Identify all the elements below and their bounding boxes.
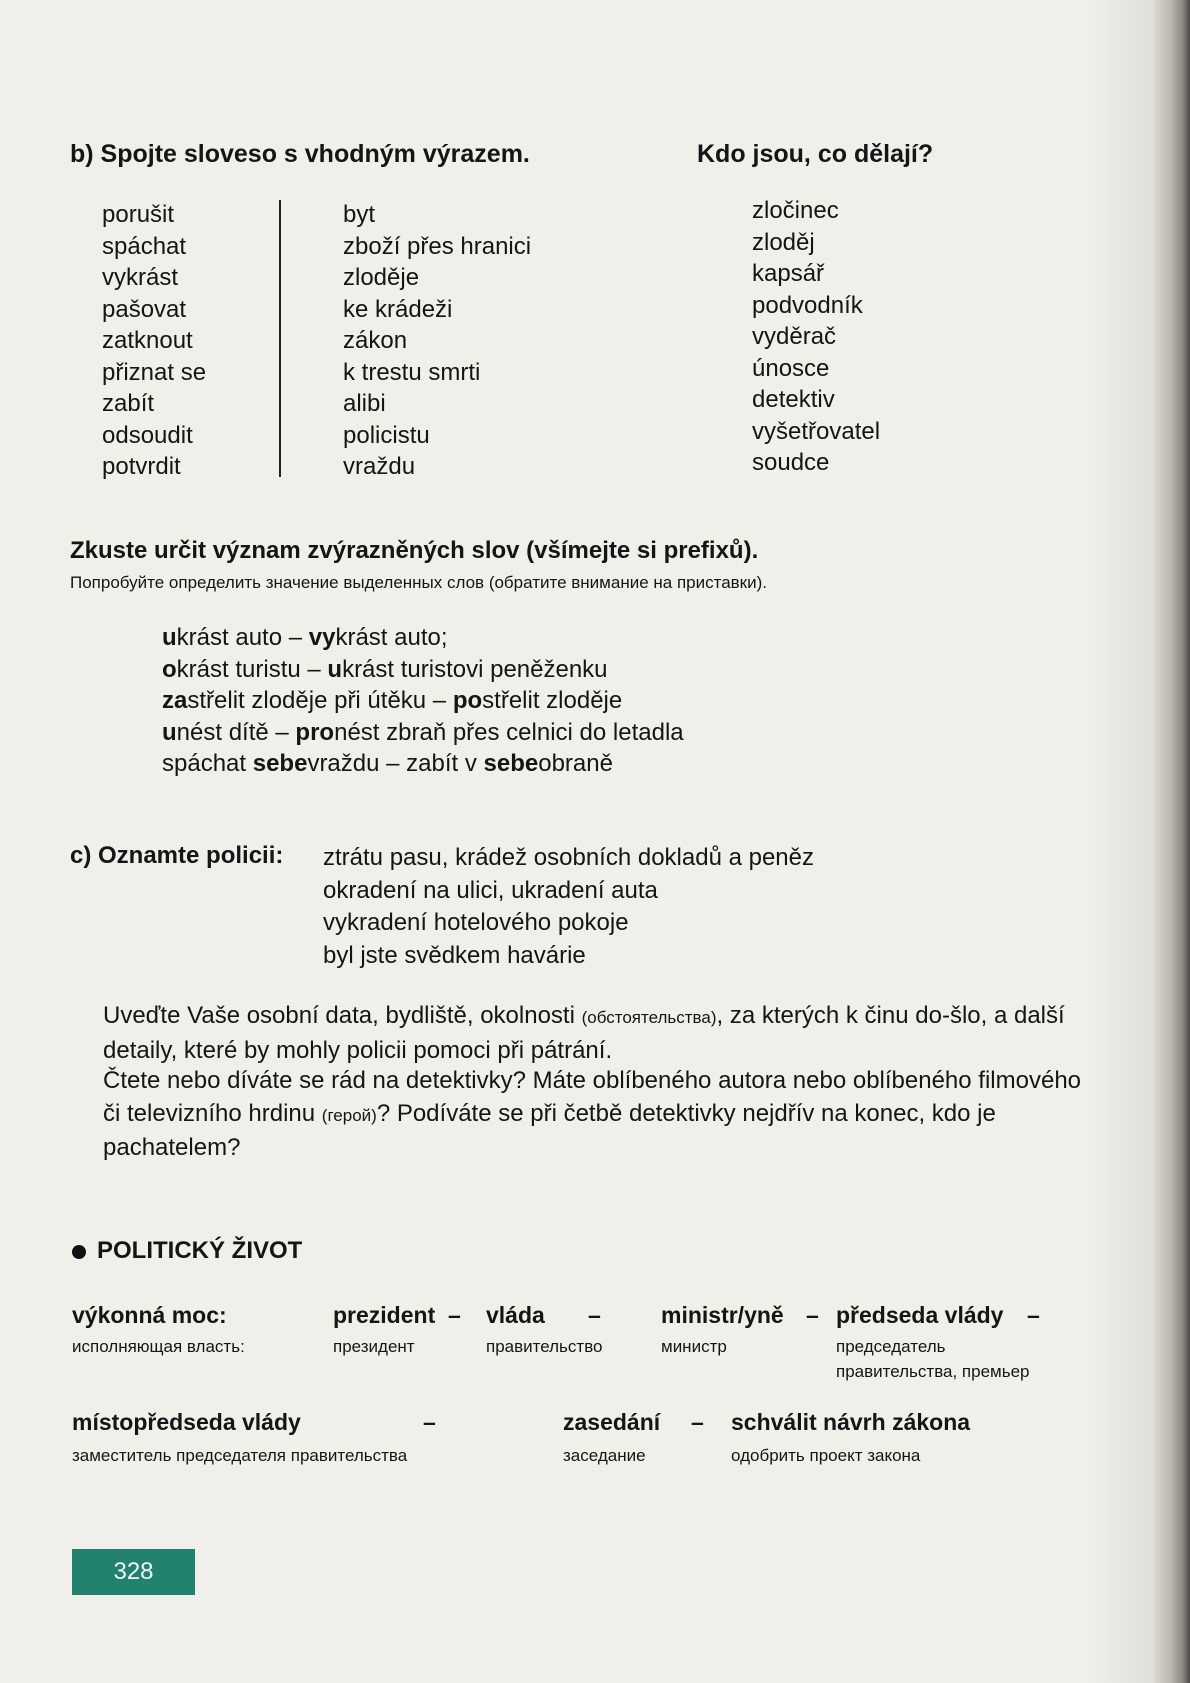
dash: – <box>806 1302 819 1328</box>
dash: – <box>448 1302 461 1328</box>
example-text: krást turistu – <box>176 655 328 683</box>
object-item: vraždu <box>343 453 416 480</box>
report-item: ztrátu pasu, krádež osobních dokladů a peněz <box>323 844 814 871</box>
highlighted-prefix: za <box>162 687 188 714</box>
report-item: okradení na ulici, ukradení auta <box>323 876 658 904</box>
prefix-example-line <box>162 685 684 717</box>
person-item: podvodník <box>752 291 863 319</box>
verb-item: zabít <box>102 390 155 417</box>
term-zasedani-ru: заседание <box>563 1446 646 1465</box>
section-b-heading: b) Spojte sloveso s vhodným výrazem. <box>70 140 530 168</box>
term-ministr: ministr/yně <box>661 1302 784 1328</box>
example-text: střelit zloděje při útěku – <box>187 687 453 714</box>
highlighted-prefix: o <box>162 655 177 683</box>
person-item: zloděj <box>752 228 815 256</box>
person-item: soudce <box>752 449 830 476</box>
example-text: spáchat <box>162 750 253 777</box>
example-text: krást auto; <box>335 624 448 651</box>
dash: – <box>423 1409 436 1435</box>
report-items <box>323 842 814 972</box>
term-prezident-ru: президент <box>333 1337 415 1356</box>
paragraph-detective: Čtete nebo díváte se rád na detektivky? Máte oblíbeného autora nebo oblíbeného filmového či televizního hrdinu (герой)? Podíváte se při četbě detektivky nejdřív na konec, kdo je pachatelem? <box>103 1067 1082 1161</box>
person-item: detektiv <box>752 386 835 413</box>
section-c-label: c) Oznamte policii: <box>70 842 284 869</box>
person-item: zločinec <box>752 197 839 224</box>
dash: – <box>1027 1302 1040 1328</box>
object-item: policistu <box>343 421 430 449</box>
term-mistopredseda: místopředseda vlády <box>72 1409 301 1435</box>
example-text: krást turistovi peněženku <box>342 655 608 683</box>
bullet-icon <box>72 1245 86 1259</box>
highlighted-prefix: sebe <box>483 750 539 777</box>
object-item: alibi <box>343 390 386 417</box>
paragraph-details: Uveďte Vaše osobní data, bydliště, okolnosti (обстоятельства), za kterých k činu do-šlo, a další detaily, které by mohly policii pomoci při pátrání. <box>103 1002 1065 1064</box>
verb-item: vykrást <box>102 264 179 291</box>
verbs-column <box>102 199 206 483</box>
verb-item: spáchat <box>102 232 187 260</box>
person-item: únosce <box>752 354 830 382</box>
section-b-heading-right: Kdo jsou, co dělají? <box>697 140 934 168</box>
highlighted-prefix: pro <box>295 718 335 746</box>
prefix-title: Zkuste určit význam zvýrazněných slov (všímejte si prefixů). <box>70 537 759 564</box>
example-text: obraně <box>538 750 613 777</box>
prefix-example-line <box>162 654 684 686</box>
prefix-example-line <box>162 748 684 780</box>
example-text: střelit zloděje <box>482 687 623 714</box>
highlighted-prefix: u <box>162 718 177 746</box>
highlighted-prefix: u <box>162 624 177 651</box>
exec-label-ru: исполняющая власть: <box>72 1337 245 1356</box>
paragraph-details-ru: (обстоятельства) <box>581 1008 717 1027</box>
objects-column <box>343 199 531 483</box>
verb-item: odsoudit <box>102 421 193 449</box>
term-vlada: vláda <box>486 1302 545 1328</box>
report-item: vykradení hotelového pokoje <box>323 909 629 936</box>
verb-item: pašovat <box>102 295 187 323</box>
page-edge <box>1154 0 1190 1683</box>
person-item: kapsář <box>752 260 825 287</box>
object-item: k trestu smrti <box>343 358 481 386</box>
object-item: byt <box>343 201 376 228</box>
object-item: ke krádeži <box>343 295 453 323</box>
person-item: vyšetřovatel <box>752 417 881 445</box>
verb-item: přiznat se <box>102 358 207 386</box>
person-item: vyděrač <box>752 323 837 350</box>
verb-item: porušit <box>102 201 175 228</box>
term-schvalit-ru: одобрить проект закона <box>731 1446 921 1465</box>
verb-item: zatknout <box>102 327 193 354</box>
term-vlada-ru: правительство <box>486 1337 603 1356</box>
term-predseda-ru-2: правительства, премьер <box>836 1362 1030 1381</box>
politics-title: POLITICKÝ ŽIVOT <box>97 1237 303 1264</box>
prefix-subtitle: Попробуйте определить значение выделенных слов (обратите внимание на приставки). <box>70 573 767 592</box>
term-zasedani: zasedání <box>563 1409 661 1435</box>
object-item: zboží přes hranici <box>343 232 532 260</box>
exec-label: výkonná moc: <box>72 1302 227 1328</box>
object-item: zloděje <box>343 264 420 291</box>
page-fold-shadow <box>1084 0 1154 1683</box>
prefix-example-line <box>162 622 684 654</box>
verb-item: potvrdit <box>102 453 181 480</box>
example-text: nést zbraň přes celnici do letadla <box>334 718 684 746</box>
term-prezident: prezident <box>333 1302 436 1328</box>
example-text: nést dítě – <box>176 718 296 746</box>
highlighted-prefix: vy <box>308 624 336 651</box>
persons-column <box>752 195 880 479</box>
object-item: zákon <box>343 327 408 354</box>
term-predseda: předseda vlády <box>836 1302 1004 1328</box>
highlighted-prefix: sebe <box>252 750 308 777</box>
prefix-example-line <box>162 717 684 749</box>
example-text: krást auto – <box>176 624 309 651</box>
term-mistopredseda-ru: заместитель председателя правительства <box>72 1446 408 1465</box>
paragraph-detective-ru: (герой) <box>321 1105 377 1125</box>
highlighted-prefix: u <box>327 655 343 683</box>
report-item: byl jste svědkem havárie <box>323 941 586 969</box>
example-text: vraždu – zabít v <box>307 750 484 777</box>
page-number: 328 <box>72 1549 195 1595</box>
term-predseda-ru-1: председатель <box>836 1337 946 1356</box>
dash: – <box>588 1302 601 1328</box>
term-ministr-ru: министр <box>661 1337 727 1356</box>
prefix-examples <box>162 622 684 780</box>
dash: – <box>691 1409 704 1435</box>
column-divider <box>279 200 281 477</box>
highlighted-prefix: po <box>452 687 483 714</box>
term-schvalit: schválit návrh zákona <box>731 1409 971 1435</box>
